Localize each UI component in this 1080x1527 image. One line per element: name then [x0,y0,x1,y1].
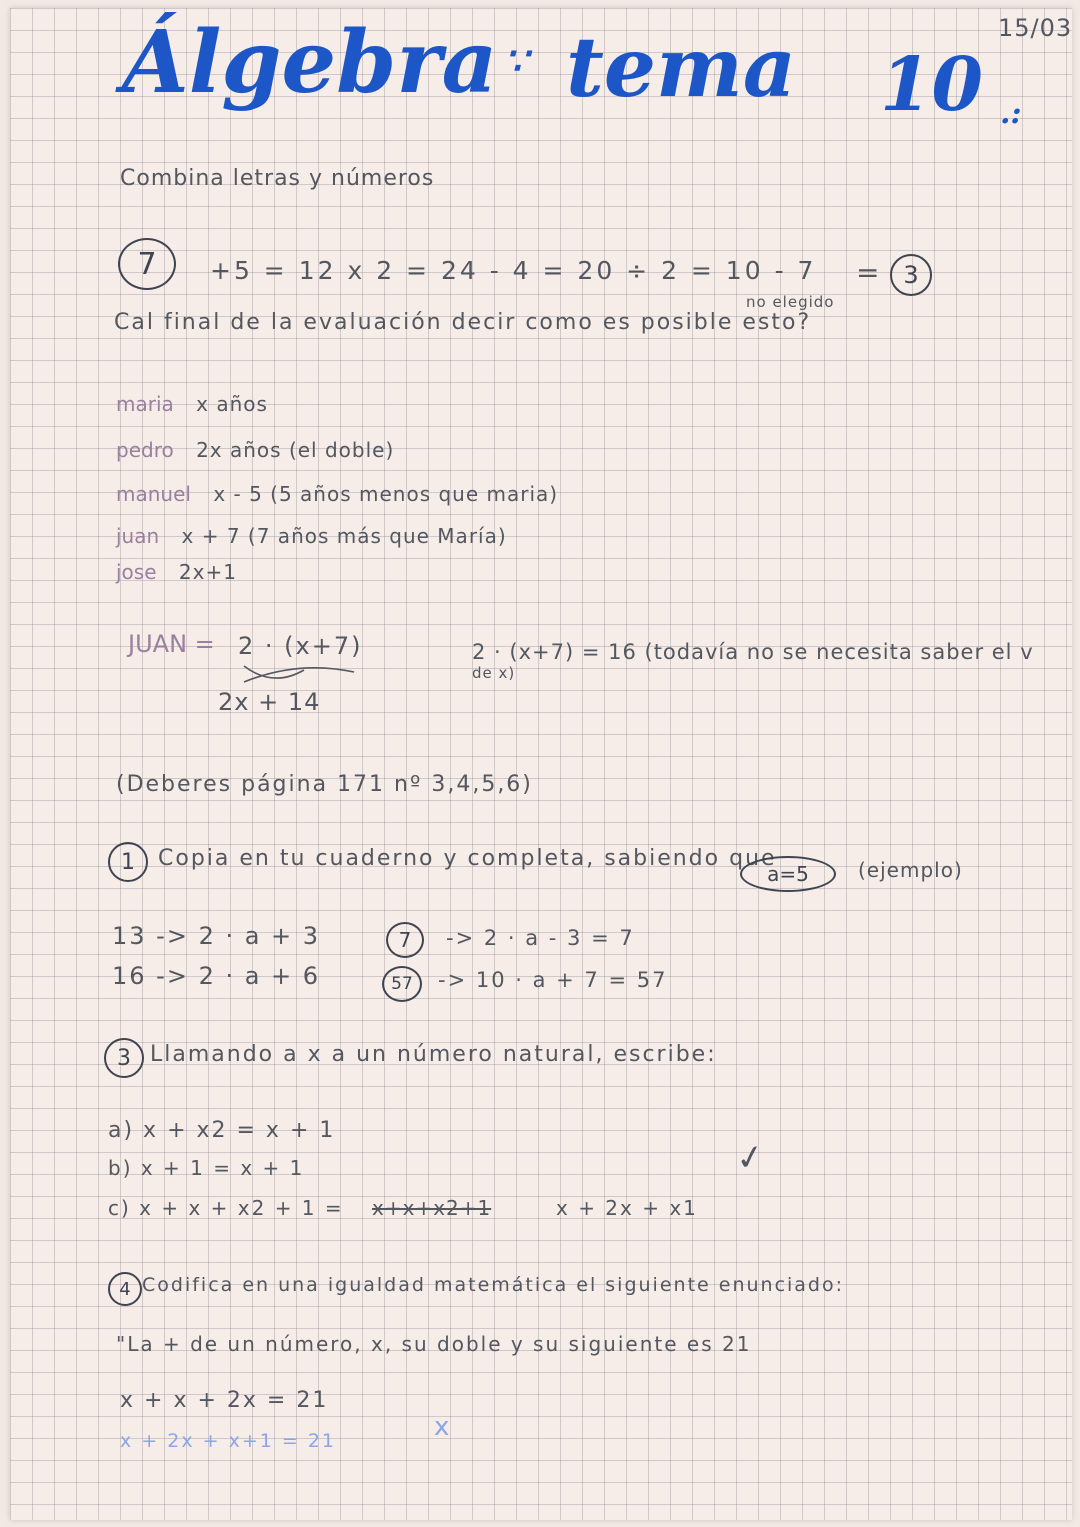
title-algebra: Álgebra [122,12,498,113]
person-expression: 2x años (el doble) [196,438,395,462]
ex1-number-circle [108,842,148,882]
title-topic: tema [566,20,796,116]
ex3-answer-c-left: c) x + x + x2 + 1 = [108,1196,344,1220]
distribution-arrows-icon [238,660,368,690]
ex1-row-2-left: 16 -> 2 · a + 6 [112,962,321,990]
notebook-page [10,8,1072,1520]
intro-text: Combina letras y números [120,166,435,191]
person-name: pedro [116,438,174,462]
person-row [116,560,237,584]
ex3-answer-c-crossed: x+x+x2+1 [372,1196,492,1220]
date: 15/03 [998,14,1073,42]
ex1-row-1-value: 7 [398,928,412,952]
person-expression: x - 5 (5 años menos que maria) [213,482,559,506]
ex1-example: (ejemplo) [858,858,963,882]
homework-note: (Deberes página 171 nº 3,4,5,6) [116,772,533,797]
ex4-number-circle [108,1272,142,1306]
ex1-number: 1 [121,849,135,875]
person-expression: x + 7 (7 años más que María) [181,524,507,548]
person-row [116,482,558,506]
person-expression: 2x+1 [178,560,237,584]
person-row [116,524,507,548]
ex4-number: 4 [119,1278,131,1300]
ex1-row-2-value: 57 [391,974,413,994]
ex4-wrong-mark: x [434,1412,450,1442]
puzzle-start-value: 7 [137,246,157,282]
person-name: juan [116,524,160,548]
juan-right-note: 2 · (x+7) = 16 (todavía no se necesita saber el v [472,640,1034,664]
person-row [116,438,394,462]
ex3-answer-a: a) x + x2 = x + 1 [108,1118,336,1143]
juan-label: JUAN = [128,630,215,658]
juan-expanded: 2x + 14 [218,688,321,716]
ex3-answer-b: b) x + 1 = x + 1 [108,1156,305,1180]
puzzle-result-value: 3 [903,261,919,289]
person-name: jose [116,560,157,584]
title-number: 10 [880,42,983,128]
puzzle-equals: = [856,256,881,289]
ex1-row-2-value-circle [382,966,422,1002]
puzzle-expression: +5 = 12 x 2 = 24 - 4 = 20 ÷ 2 = 10 - 7 [210,256,817,285]
ex4-answer-1: x + x + 2x = 21 [120,1388,329,1413]
ex1-row-1-left: 13 -> 2 · a + 3 [112,922,321,950]
ex3-number: 3 [117,1045,131,1071]
check-mark-icon: ✓ [732,1135,769,1181]
puzzle-result-circle [890,254,932,296]
title-separator: ∵ [504,38,529,83]
ex1-given-circle [740,856,836,892]
ex1-statement: Copia en tu cuaderno y completa, sabiendo que [158,846,777,871]
ex4-answer-2: x + 2x + x+1 = 21 [120,1430,337,1452]
person-name: maria [116,392,174,416]
puzzle-start-circle [118,238,176,290]
juan-right-note-2: de x) [472,664,516,682]
ex4-quote: "La + de un número, x, su doble y su siguiente es 21 [116,1332,752,1356]
ex1-row-1-right: -> 2 · a - 3 = 7 [446,926,635,950]
ex4-statement: Codifica en una igualdad matemática el siguiente enunciado: [142,1274,845,1296]
title-end-mark: .: [1000,96,1022,131]
person-expression: x años [196,392,268,416]
person-name: manuel [116,482,191,506]
ex3-number-circle [104,1038,144,1078]
puzzle-note: no elegido [746,293,835,311]
ex1-row-2-right: -> 10 · a + 7 = 57 [438,968,668,992]
person-row [116,392,268,416]
ex3-answer-c-right: x + 2x + x1 [556,1196,698,1220]
ex3-statement: Llamando a x a un número natural, escribe: [150,1042,717,1067]
ex1-given: a=5 [767,862,809,886]
juan-expression: 2 · (x+7) [238,632,363,660]
ex1-row-1-value-circle [386,922,424,958]
puzzle-question: Cal final de la evaluación decir como es posible esto? [114,310,812,335]
